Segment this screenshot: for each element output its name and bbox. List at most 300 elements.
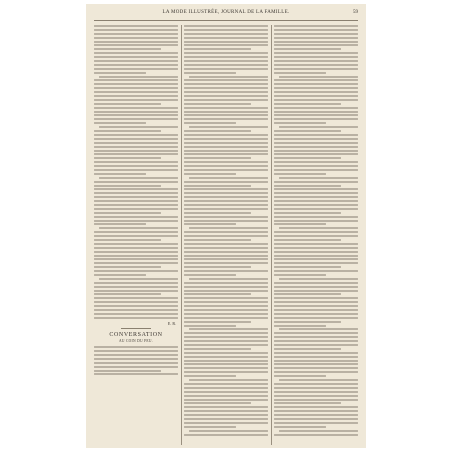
text-line-placeholder (184, 270, 268, 272)
text-line-placeholder (94, 181, 178, 183)
text-line-placeholder (94, 142, 178, 144)
text-line-placeholder (94, 358, 178, 360)
text-line-placeholder (184, 122, 236, 124)
text-line-placeholder (184, 181, 268, 183)
text-line-placeholder (274, 313, 358, 315)
text-line-placeholder (184, 107, 268, 109)
text-line-placeholder (274, 161, 358, 163)
text-line-placeholder (99, 76, 178, 78)
text-line-placeholder (274, 418, 358, 420)
text-line-placeholder (189, 177, 268, 179)
text-line-placeholder (94, 150, 178, 152)
text-line-placeholder (274, 212, 341, 214)
text-line-placeholder (184, 309, 268, 311)
text-line-placeholder (184, 208, 268, 210)
text-line-placeholder (274, 204, 358, 206)
text-line-placeholder (94, 309, 178, 311)
text-line-placeholder (99, 177, 178, 179)
text-line-placeholder (274, 188, 358, 190)
text-line-placeholder (184, 169, 268, 171)
text-line-placeholder (274, 91, 358, 93)
text-line-placeholder (94, 79, 178, 81)
text-line-placeholder (184, 157, 251, 159)
text-line-placeholder (274, 68, 358, 70)
text-line-placeholder (94, 305, 178, 307)
text-line-placeholder (274, 235, 358, 237)
text-line-placeholder (184, 274, 236, 276)
text-line-placeholder (94, 317, 178, 319)
text-line-placeholder (94, 362, 178, 364)
text-line-placeholder (94, 153, 178, 155)
text-line-placeholder (274, 99, 358, 101)
text-line-placeholder (274, 290, 358, 292)
text-line-placeholder (184, 33, 268, 35)
text-line-placeholder (184, 231, 268, 233)
text-line-placeholder (189, 76, 268, 78)
text-line-placeholder (184, 95, 268, 97)
text-line-placeholder (184, 406, 268, 408)
text-line-placeholder (274, 426, 326, 428)
text-line-placeholder (184, 414, 268, 416)
text-line-placeholder (184, 286, 268, 288)
text-line-placeholder (274, 297, 358, 299)
text-line-placeholder (274, 387, 358, 389)
section-title: CONVERSATION (109, 332, 163, 339)
magazine-page (86, 4, 366, 448)
text-line-placeholder (184, 426, 236, 428)
text-line-placeholder (184, 402, 251, 404)
text-line-placeholder (184, 37, 268, 39)
text-line-placeholder (184, 223, 236, 225)
text-line-placeholder (94, 107, 178, 109)
column-middle (184, 25, 268, 445)
text-line-placeholder (274, 130, 341, 132)
text-line-placeholder (274, 138, 358, 140)
text-line-placeholder (274, 344, 358, 346)
text-line-placeholder (189, 278, 268, 280)
text-line-placeholder (94, 212, 161, 214)
text-line-placeholder (274, 340, 358, 342)
text-line-placeholder (184, 196, 268, 198)
text-line-placeholder (184, 130, 251, 132)
text-line-placeholder (94, 29, 178, 31)
body-text-upper (94, 25, 178, 319)
text-line-placeholder (274, 208, 358, 210)
text-line-placeholder (274, 48, 341, 50)
column-rule (181, 25, 182, 445)
text-line-placeholder (184, 118, 268, 120)
text-line-placeholder (94, 247, 178, 249)
text-line-placeholder (274, 262, 358, 264)
text-line-placeholder (184, 325, 236, 327)
text-line-placeholder (274, 406, 358, 408)
text-line-placeholder (274, 33, 358, 35)
text-line-placeholder (274, 399, 358, 401)
text-line-placeholder (184, 301, 268, 303)
text-line-placeholder (274, 25, 358, 27)
text-line-placeholder (184, 305, 268, 307)
text-line-placeholder (184, 293, 251, 295)
text-line-placeholder (94, 251, 178, 253)
text-line-placeholder (184, 395, 268, 397)
text-line-placeholder (94, 346, 178, 348)
text-line-placeholder (184, 340, 268, 342)
text-line-placeholder (184, 111, 268, 113)
text-line-placeholder (274, 56, 358, 58)
text-line-placeholder (94, 56, 178, 58)
text-line-placeholder (94, 68, 178, 70)
section-subtitle: AU COIN DU FEU. (118, 339, 154, 344)
text-line-placeholder (94, 60, 178, 62)
column-right (274, 25, 358, 445)
text-line-placeholder (274, 317, 358, 319)
text-line-placeholder (274, 332, 358, 334)
text-line-placeholder (184, 29, 268, 31)
text-line-placeholder (184, 434, 268, 436)
text-line-placeholder (94, 223, 146, 225)
text-line-placeholder (184, 216, 268, 218)
text-line-placeholder (184, 344, 268, 346)
text-line-placeholder (94, 297, 178, 299)
text-line-placeholder (274, 223, 326, 225)
text-line-placeholder (94, 286, 178, 288)
text-line-placeholder (274, 114, 358, 116)
text-line-placeholder (94, 262, 178, 264)
text-line-placeholder (274, 239, 341, 241)
text-line-placeholder (184, 204, 268, 206)
text-line-placeholder (274, 173, 326, 175)
text-line-placeholder (94, 290, 178, 292)
text-line-placeholder (274, 134, 358, 136)
text-line-placeholder (184, 418, 268, 420)
text-line-placeholder (94, 114, 178, 116)
text-line-placeholder (274, 37, 358, 39)
text-line-placeholder (94, 99, 178, 101)
text-columns (94, 25, 358, 445)
text-line-placeholder (184, 282, 268, 284)
text-line-placeholder (94, 204, 178, 206)
text-line-placeholder (94, 373, 178, 375)
text-line-placeholder (184, 41, 268, 43)
text-line-placeholder (94, 111, 178, 113)
text-line-placeholder (184, 138, 268, 140)
text-line-placeholder (94, 91, 178, 93)
text-line-placeholder (274, 336, 358, 338)
text-line-placeholder (94, 370, 161, 372)
text-line-placeholder (94, 157, 161, 159)
text-line-placeholder (94, 188, 178, 190)
running-header (94, 10, 358, 21)
text-line-placeholder (184, 375, 236, 377)
text-line-placeholder (184, 410, 268, 412)
text-line-placeholder (94, 72, 146, 74)
text-line-placeholder (189, 126, 268, 128)
text-line-placeholder (94, 313, 178, 315)
text-line-placeholder (184, 91, 268, 93)
text-line-placeholder (94, 266, 161, 268)
text-line-placeholder (279, 328, 358, 330)
text-line-placeholder (274, 391, 358, 393)
text-line-placeholder (184, 383, 268, 385)
text-line-placeholder (274, 29, 358, 31)
text-line-placeholder (184, 161, 268, 163)
text-line-placeholder (94, 235, 178, 237)
text-line-placeholder (94, 255, 178, 257)
text-line-placeholder (94, 196, 178, 198)
text-line-placeholder (184, 332, 268, 334)
text-line-placeholder (184, 146, 268, 148)
text-line-placeholder (274, 107, 358, 109)
text-line-placeholder (189, 430, 268, 432)
text-line-placeholder (274, 60, 358, 62)
text-line-placeholder (274, 434, 358, 436)
text-line-placeholder (279, 76, 358, 78)
text-line-placeholder (94, 95, 178, 97)
text-line-placeholder (94, 220, 178, 222)
text-line-placeholder (274, 258, 358, 260)
text-line-placeholder (279, 379, 358, 381)
text-line-placeholder (94, 354, 178, 356)
text-line-placeholder (94, 103, 161, 105)
text-line-placeholder (274, 79, 358, 81)
text-line-placeholder (94, 239, 161, 241)
text-line-placeholder (184, 391, 268, 393)
text-line-placeholder (274, 301, 358, 303)
text-line-placeholder (184, 247, 268, 249)
text-line-placeholder (274, 293, 341, 295)
page-number: 59 (353, 10, 358, 15)
text-line-placeholder (94, 87, 178, 89)
text-line-placeholder (184, 114, 268, 116)
text-line-placeholder (274, 122, 326, 124)
text-line-placeholder (274, 367, 358, 369)
text-line-placeholder (184, 422, 268, 424)
text-line-placeholder (274, 64, 358, 66)
text-line-placeholder (274, 103, 341, 105)
text-line-placeholder (94, 366, 178, 368)
text-line-placeholder (184, 212, 251, 214)
text-line-placeholder (274, 383, 358, 385)
text-line-placeholder (94, 301, 178, 303)
text-line-placeholder (274, 356, 358, 358)
text-line-placeholder (274, 185, 341, 187)
column-rule (271, 25, 272, 445)
text-line-placeholder (274, 247, 358, 249)
text-line-placeholder (184, 185, 251, 187)
text-line-placeholder (184, 348, 251, 350)
text-line-placeholder (94, 130, 161, 132)
text-line-placeholder (189, 379, 268, 381)
text-line-placeholder (184, 200, 268, 202)
text-line-placeholder (94, 173, 146, 175)
text-line-placeholder (184, 142, 268, 144)
text-line-placeholder (274, 363, 358, 365)
body-text-right (274, 25, 358, 436)
text-line-placeholder (274, 395, 358, 397)
text-line-placeholder (94, 44, 178, 46)
text-line-placeholder (184, 363, 268, 365)
text-line-placeholder (94, 258, 178, 260)
text-line-placeholder (274, 41, 358, 43)
text-line-placeholder (189, 227, 268, 229)
text-line-placeholder (274, 402, 341, 404)
text-line-placeholder (274, 157, 341, 159)
text-line-placeholder (184, 243, 268, 245)
text-line-placeholder (274, 196, 358, 198)
text-line-placeholder (184, 72, 236, 74)
text-line-placeholder (94, 282, 178, 284)
text-line-placeholder (274, 375, 326, 377)
text-line-placeholder (274, 414, 358, 416)
text-line-placeholder (274, 321, 341, 323)
text-line-placeholder (274, 422, 358, 424)
text-line-placeholder (279, 430, 358, 432)
section-separator (121, 328, 151, 329)
text-line-placeholder (274, 83, 358, 85)
text-line-placeholder (99, 126, 178, 128)
text-line-placeholder (274, 150, 358, 152)
text-line-placeholder (184, 48, 251, 50)
text-line-placeholder (184, 387, 268, 389)
text-line-placeholder (94, 138, 178, 140)
text-line-placeholder (94, 161, 178, 163)
text-line-placeholder (184, 262, 268, 264)
body-text-conversation (94, 346, 178, 375)
text-line-placeholder (184, 52, 268, 54)
article-signature: E. R. (167, 320, 176, 326)
text-line-placeholder (274, 231, 358, 233)
text-line-placeholder (274, 274, 326, 276)
text-line-placeholder (94, 169, 178, 171)
text-line-placeholder (274, 111, 358, 113)
text-line-placeholder (279, 227, 358, 229)
text-line-placeholder (184, 165, 268, 167)
text-line-placeholder (184, 239, 251, 241)
text-line-placeholder (184, 360, 268, 362)
text-line-placeholder (184, 99, 268, 101)
text-line-placeholder (274, 118, 358, 120)
text-line-placeholder (274, 216, 358, 218)
text-line-placeholder (184, 44, 268, 46)
text-line-placeholder (94, 48, 161, 50)
text-line-placeholder (184, 266, 251, 268)
text-line-placeholder (184, 153, 268, 155)
journal-title: LA MODE ILLUSTRÉE, JOURNAL DE LA FAMILLE. (162, 10, 290, 15)
text-line-placeholder (274, 192, 358, 194)
text-line-placeholder (94, 37, 178, 39)
text-line-placeholder (94, 293, 161, 295)
text-line-placeholder (274, 142, 358, 144)
text-line-placeholder (279, 126, 358, 128)
text-line-placeholder (274, 371, 358, 373)
text-line-placeholder (184, 79, 268, 81)
text-line-placeholder (274, 200, 358, 202)
text-line-placeholder (274, 305, 358, 307)
text-line-placeholder (274, 282, 358, 284)
text-line-placeholder (184, 399, 268, 401)
text-line-placeholder (184, 150, 268, 152)
text-line-placeholder (94, 146, 178, 148)
text-line-placeholder (184, 68, 268, 70)
text-line-placeholder (274, 255, 358, 257)
text-line-placeholder (274, 309, 358, 311)
text-line-placeholder (184, 83, 268, 85)
text-line-placeholder (274, 243, 358, 245)
text-line-placeholder (184, 60, 268, 62)
text-line-placeholder (94, 200, 178, 202)
text-line-placeholder (274, 87, 358, 89)
text-line-placeholder (184, 255, 268, 257)
text-line-placeholder (184, 356, 268, 358)
text-line-placeholder (274, 266, 341, 268)
text-line-placeholder (99, 278, 178, 280)
text-line-placeholder (184, 336, 268, 338)
text-line-placeholder (274, 220, 358, 222)
text-line-placeholder (274, 52, 358, 54)
text-line-placeholder (274, 181, 358, 183)
text-line-placeholder (184, 220, 268, 222)
text-line-placeholder (94, 122, 146, 124)
text-line-placeholder (184, 87, 268, 89)
text-line-placeholder (94, 52, 178, 54)
text-line-placeholder (94, 243, 178, 245)
text-line-placeholder (274, 348, 341, 350)
text-line-placeholder (184, 251, 268, 253)
text-line-placeholder (184, 290, 268, 292)
text-line-placeholder (94, 33, 178, 35)
text-line-placeholder (184, 173, 236, 175)
text-line-placeholder (274, 360, 358, 362)
text-line-placeholder (184, 103, 251, 105)
text-line-placeholder (94, 231, 178, 233)
text-line-placeholder (94, 185, 161, 187)
text-line-placeholder (274, 270, 358, 272)
text-line-placeholder (184, 134, 268, 136)
text-line-placeholder (184, 352, 268, 354)
text-line-placeholder (189, 328, 268, 330)
text-line-placeholder (94, 165, 178, 167)
text-line-placeholder (184, 64, 268, 66)
text-line-placeholder (184, 313, 268, 315)
text-line-placeholder (279, 177, 358, 179)
text-line-placeholder (184, 371, 268, 373)
text-line-placeholder (94, 134, 178, 136)
text-line-placeholder (274, 165, 358, 167)
text-line-placeholder (274, 325, 326, 327)
text-line-placeholder (94, 25, 178, 27)
text-line-placeholder (274, 95, 358, 97)
text-line-placeholder (94, 216, 178, 218)
text-line-placeholder (274, 251, 358, 253)
text-line-placeholder (184, 25, 268, 27)
text-line-placeholder (274, 286, 358, 288)
column-left (94, 25, 178, 445)
text-line-placeholder (94, 64, 178, 66)
text-line-placeholder (94, 350, 178, 352)
text-line-placeholder (99, 227, 178, 229)
text-line-placeholder (274, 410, 358, 412)
text-line-placeholder (274, 352, 358, 354)
text-line-placeholder (184, 56, 268, 58)
text-line-placeholder (184, 192, 268, 194)
text-line-placeholder (274, 146, 358, 148)
text-line-placeholder (184, 367, 268, 369)
text-line-placeholder (279, 278, 358, 280)
text-line-placeholder (184, 321, 251, 323)
text-line-placeholder (274, 72, 326, 74)
text-line-placeholder (94, 83, 178, 85)
text-line-placeholder (184, 317, 268, 319)
